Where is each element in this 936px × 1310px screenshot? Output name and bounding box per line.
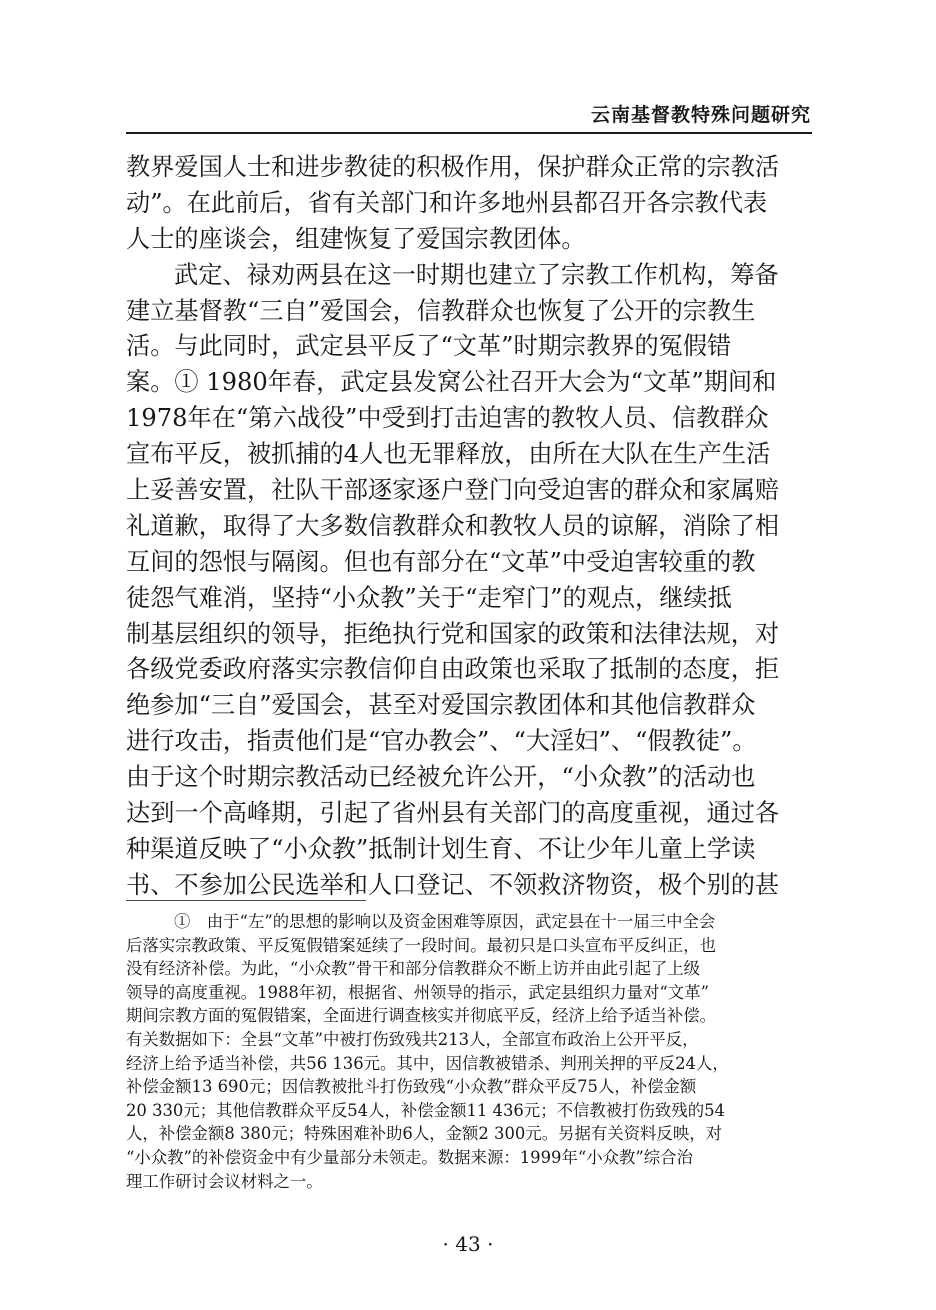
body-line: 教界爱国人士和进步教徒的积极作用，保护群众正常的宗教活 <box>126 153 780 181</box>
footnote-line: 补偿金额13 690元；因信教被批斗打伤致残“小众教”群众平反75人，补偿金额 <box>126 1077 697 1097</box>
body-line: 互间的怨恨与隔阂。但也有部分在“文革”中受迫害较重的教 <box>126 547 756 576</box>
body-line: 书、不参加公民选举和人口登记、不领救济物资，极个别的甚 <box>126 870 780 899</box>
footnote-line: 经济上给予适当补偿，共56 136元。其中，因信教被错杀、判刑关押的平反24人， <box>126 1053 729 1073</box>
body-line: 礼道歉，取得了大多数信教群众和教牧人员的谅解，消除了相 <box>126 511 780 540</box>
body-text <box>126 150 812 904</box>
body-line: 制基层组织的领导，拒绝执行党和国家的政策和法律法规，对 <box>126 619 780 648</box>
body-line: 动”。在此前后，省有关部门和许多地州县都召开各宗教代表 <box>126 188 768 217</box>
footnote-line: 理工作研讨会议材料之一。 <box>126 1171 323 1191</box>
body-line: 绝参加“三自”爱国会，甚至对爱国宗教团体和其他信教群众 <box>126 691 756 720</box>
running-head: 云南基督教特殊问题研究 <box>590 104 811 126</box>
footnote <box>126 910 812 1193</box>
header-rule <box>126 132 812 134</box>
body-line: 活。与此同时，武定县平反了“文革”时期宗教界的冤假错 <box>126 332 732 361</box>
footnote-line: 有关数据如下：全县“文革”中被打伤致残共213人，全部宣布政治上公开平反， <box>126 1029 699 1049</box>
footnote-line: 后落实宗教政策、平反冤假错案延续了一段时间。最初只是口头宣布平反纠正，也 <box>126 935 717 955</box>
body-line: 由于这个时期宗教活动已经被允许公开，“小众教”的活动也 <box>126 763 756 792</box>
body-line: 种渠道反映了“小众教”抵制计划生育、不让少年儿童上学读 <box>126 834 756 863</box>
body-line: 徒怨气难消，坚持“小众教”关于“走窄门”的观点，继续抵 <box>126 583 732 612</box>
footnote-line: 领导的高度重视。1988年初，根据省、州领导的指示，武定县组织力量对“文革” <box>126 982 709 1002</box>
footnote-line: 期间宗教方面的冤假错案，全面进行调查核实并彻底平反，经济上给予适当补偿。 <box>126 1006 717 1026</box>
body-line: 人士的座谈会，组建恢复了爱国宗教团体。 <box>126 224 586 253</box>
footnote-line: 没有经济补偿。为此，“小众教”骨干和部分信教群众不断上访并由此引起了上级 <box>126 959 701 979</box>
footnote-rule <box>126 900 366 901</box>
body-line: 进行攻击，指责他们是“官办教会”、“大淫妇”、“假教徒”。 <box>126 727 757 756</box>
body-line: 建立基督教“三自”爱国会，信教群众也恢复了公开的宗教生 <box>126 296 756 325</box>
footnote-line: “小众教”的补偿资金中有少量部分未领走。数据来源：1999年“小众教”综合治 <box>126 1147 693 1167</box>
body-line: 上妥善安置，社队干部逐家逐户登门向受迫害的群众和家属赔 <box>126 476 780 505</box>
footnote-line: ① 由于“左”的思想的影响以及资金困难等原因，武定县在十一届三中全会 <box>174 912 716 931</box>
footnote-line: 20 330元；其他信教群众平反54人，补偿金额11 436元；不信教被打伤致残的54 <box>126 1100 725 1120</box>
body-line: 案。① 1980年春，武定县发窝公社召开大会为“文革”期间和 <box>126 368 777 397</box>
body-line: 达到一个高峰期，引起了省州县有关部门的高度重视，通过各 <box>126 799 780 828</box>
page-number: · 43 · <box>442 1232 494 1256</box>
footnote-line: 人，补偿金额8 380元；特殊困难补助6人，金额2 300元。另据有关资料反映，对 <box>126 1124 722 1144</box>
body-line: 武定、禄劝两县在这一时期也建立了宗教工作机构，筹备 <box>174 260 779 289</box>
body-line: 1978年在“第六战役”中受到打击迫害的教牧人员、信教群众 <box>126 404 769 433</box>
body-line: 各级党委政府落实宗教信仰自由政策也采取了抵制的态度，拒 <box>126 655 780 684</box>
body-line: 宣布平反，被抓捕的4人也无罪释放，由所在大队在生产生活 <box>126 440 771 469</box>
